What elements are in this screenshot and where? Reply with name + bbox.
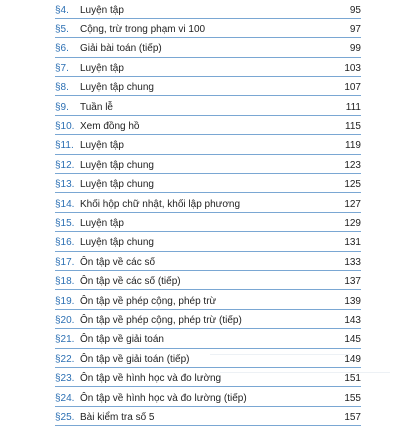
section-title: Ôn tập về các số [80, 256, 156, 268]
row-divider [55, 18, 361, 19]
section-title: Ôn tập về hình học và đo lường [80, 373, 222, 385]
toc-entry [55, 292, 361, 311]
section-number: §16. [55, 237, 75, 249]
page-number: 123 [344, 159, 361, 171]
row-divider [55, 309, 361, 310]
section-number: §11. [55, 140, 74, 152]
section-number: §4. [55, 4, 69, 16]
section-title: Tuần lễ [80, 101, 113, 113]
section-title: Luyện tập chung [80, 159, 154, 171]
page-number: 111 [345, 101, 361, 113]
toc-entry [55, 59, 361, 78]
section-title: Luyện tập [80, 140, 124, 152]
section-number: §9. [55, 101, 69, 113]
page-number: 95 [349, 4, 361, 16]
toc-entry [55, 175, 361, 194]
section-title: Ôn tập về phép cộng, phép trừ (tiếp) [80, 315, 242, 327]
section-title: Ôn tập về các số (tiếp) [80, 276, 181, 288]
section-title: Luyện tập chung [80, 179, 154, 191]
page-number: 149 [344, 353, 361, 365]
row-divider [55, 289, 361, 290]
toc-entry [55, 330, 361, 349]
section-number: §5. [55, 24, 69, 36]
section-title: Luyện tập [80, 4, 124, 16]
row-divider [55, 192, 361, 193]
section-number: §13. [55, 179, 75, 191]
section-title: Khối hộp chữ nhật, khối lập phương [80, 198, 241, 210]
section-number: §6. [55, 43, 69, 55]
page-number: 139 [344, 295, 361, 307]
section-number: §21. [55, 334, 75, 346]
toc-entry [55, 408, 361, 427]
section-title: Ôn tập về giải toán [80, 334, 164, 346]
section-title: Ôn tập về giải toán (tiếp) [80, 353, 190, 365]
row-divider [55, 251, 361, 252]
page-number: 103 [344, 62, 361, 74]
toc-entry [55, 195, 361, 214]
section-number: §12. [55, 159, 75, 171]
row-divider [55, 270, 361, 271]
page-number: 119 [345, 140, 361, 152]
row-divider [55, 154, 361, 155]
row-divider [55, 134, 361, 135]
section-title: Xem đồng hồ [80, 121, 140, 133]
section-number: §19. [55, 295, 75, 307]
row-divider [55, 406, 361, 407]
page-number: 127 [344, 198, 361, 210]
section-title: Giải bài toán (tiếp) [80, 43, 162, 55]
section-title: Luyện tập [80, 62, 124, 74]
section-title: Ôn tập về phép cộng, phép trừ [80, 295, 217, 307]
section-number: §14. [55, 198, 75, 210]
page-number: 125 [344, 179, 361, 191]
row-divider [55, 76, 361, 77]
row-divider [55, 173, 361, 174]
section-number: §23. [55, 373, 75, 385]
page-number: 143 [344, 315, 361, 327]
toc-entry [55, 117, 361, 136]
bleed-through-marks [200, 348, 400, 400]
row-divider [55, 57, 361, 58]
toc-entry [55, 214, 361, 233]
toc-entry [55, 253, 361, 272]
section-number: §8. [55, 82, 69, 94]
section-number: §22. [55, 353, 75, 365]
row-divider [55, 115, 361, 116]
row-divider [55, 37, 361, 38]
section-number: §18. [55, 276, 75, 288]
toc-entry [55, 311, 361, 330]
page-number: 115 [345, 121, 361, 133]
page-number: 99 [349, 43, 361, 55]
page-number: 107 [344, 82, 361, 94]
page-number: 145 [344, 334, 361, 346]
toc-entry [55, 78, 361, 97]
page-number: 157 [344, 412, 361, 424]
section-title: Luyện tập chung [80, 237, 154, 249]
toc-entry [55, 98, 361, 117]
toc-entry [55, 20, 361, 39]
section-number: §7. [55, 62, 69, 74]
page-number: 129 [344, 218, 361, 230]
toc-entry [55, 39, 361, 58]
toc-entry [55, 233, 361, 252]
row-divider [55, 95, 361, 96]
page-number: 151 [344, 373, 361, 385]
section-title: Ôn tập về hình học và đo lường (tiếp) [80, 392, 247, 404]
page-number: 155 [344, 392, 361, 404]
section-title: Cộng, trừ trong phạm vi 100 [80, 24, 206, 36]
page-number: 97 [349, 24, 361, 36]
page-number: 131 [344, 237, 361, 249]
section-number: §20. [55, 315, 75, 327]
row-divider [55, 231, 361, 232]
row-divider [55, 328, 361, 329]
toc-entry [55, 156, 361, 175]
toc-entry [55, 136, 361, 155]
section-title: Bài kiểm tra số 5 [80, 412, 155, 424]
section-number: §17. [55, 256, 75, 268]
toc-entry [55, 272, 361, 291]
section-title: Luyện tập chung [80, 82, 154, 94]
section-title: Luyện tập [80, 218, 124, 230]
section-number: §24. [55, 392, 75, 404]
page-number: 137 [344, 276, 361, 288]
row-divider [55, 212, 361, 213]
page-number: 133 [344, 256, 361, 268]
section-number: §10. [55, 121, 75, 133]
toc-entry [55, 1, 361, 20]
section-number: §15. [55, 218, 75, 230]
row-divider [55, 425, 361, 426]
section-number: §25. [55, 412, 75, 424]
